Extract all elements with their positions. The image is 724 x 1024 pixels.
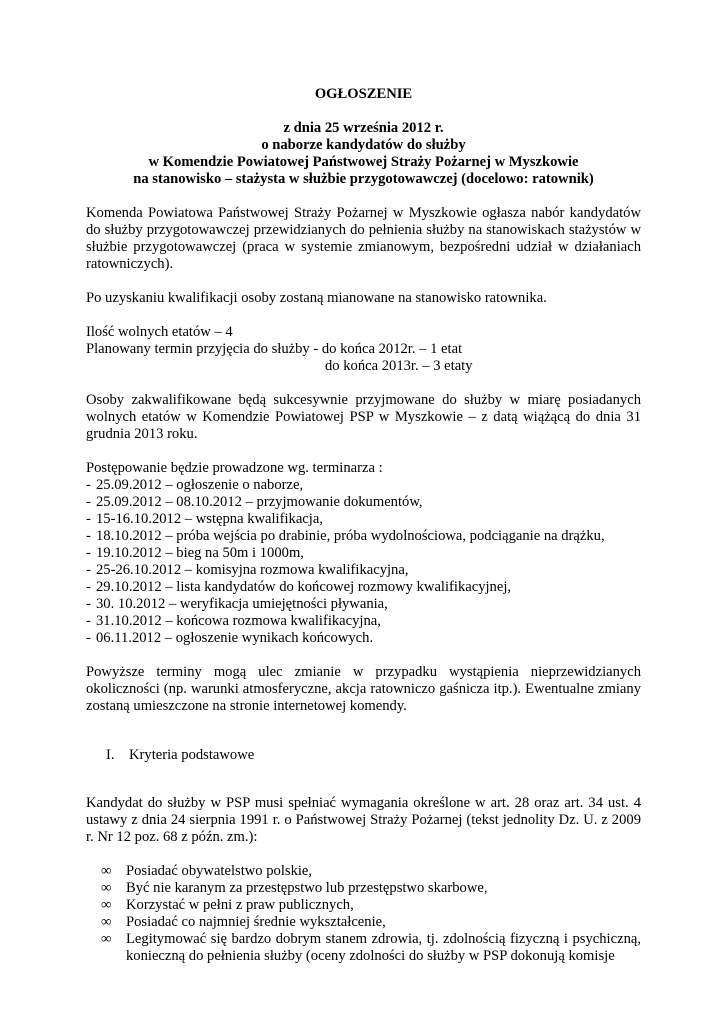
requirements-intro: Kandydat do służby w PSP musi spełniać wymagania określone w art. 28 oraz art. 34 ust. 4 ustawy z dnia 24 sierpnia 1991 r. o Państwowej Straży Pożarnej (tekst jednolity Dz. U. z 2009 r. Nr 12 poz. 68 z późn. zm.): — [86, 795, 641, 846]
infinity-bullet-icon: ∞ — [101, 863, 112, 880]
subtitle-position: na stanowisko – stażysta w służbie przygotowawczej (docelowo: ratownik) — [133, 171, 594, 187]
hiring-note: Osoby zakwalifikowane będą sukcesywnie przyjmowane do służby w miarę posiadanych wolnych etatów w Komendzie Powiatowej PSP w Myszkowie – z datą wiążącą do dnia 31 grudnia 2013 roku. — [86, 392, 641, 442]
list-item: ∞ Być nie karanym za przestępstwo lub przestępstwo skarbowe, — [101, 880, 488, 897]
list-item: - 15-16.10.2012 – wstępna kwalifikacja, — [86, 511, 323, 527]
document-page — [86, 86, 641, 965]
intro-paragraph: Komenda Powiatowa Państwowej Straży Pożarnej w Myszkowie ogłasza nabór kandydatów do służby przygotowawczej przewidzianych do pełnienia służby na stanowiskach stażystów w służbie przygotowawczej (praca w systemie zmianowym, bezpośredni udział w działaniach ratowniczych). — [86, 205, 641, 272]
document-title: OGŁOSZENIE — [314, 86, 413, 102]
list-item: - 25.09.2012 – ogłoszenie o naborze, — [86, 477, 304, 493]
subtitle-date: z dnia 25 września 2012 r. — [283, 120, 444, 136]
list-item: ∞ Korzystać w pełni z praw publicznych, — [101, 897, 354, 914]
subtitle-subject: o naborze kandydatów do służby — [261, 137, 466, 153]
requirements-list — [86, 863, 641, 965]
infinity-bullet-icon: ∞ — [101, 931, 112, 948]
list-item: - 30. 10.2012 – weryfikacja umiejętności pływania, — [86, 596, 388, 612]
list-item: - 25-26.10.2012 – komisyjna rozmowa kwalifikacyjna, — [86, 562, 409, 578]
list-item: - 25.09.2012 – 08.10.2012 – przyjmowanie dokumentów, — [86, 494, 423, 510]
list-item: - 06.11.2012 – ogłoszenie wynikach końcowych. — [86, 630, 374, 646]
section-title: Kryteria podstawowe — [129, 746, 255, 763]
schedule-list — [86, 477, 641, 647]
list-item: - 19.10.2012 – bieg na 50m i 1000m, — [86, 545, 304, 561]
infinity-bullet-icon: ∞ — [101, 897, 112, 914]
infinity-bullet-icon: ∞ — [101, 880, 112, 897]
positions-term-2: do końca 2013r. – 3 etaty — [325, 358, 473, 374]
positions-term-1: Planowany termin przyjęcia do służby - do końca 2012r. – 1 etat — [86, 341, 463, 357]
section-number: I. — [106, 746, 115, 763]
list-item: - 18.10.2012 – próba wejścia po drabinie, próba wydolnościowa, podciąganie na drążku, — [86, 528, 605, 544]
section-heading — [86, 747, 641, 764]
schedule-heading: Postępowanie będzie prowadzone wg. terminarza : — [86, 460, 383, 476]
qualification-note: Po uzyskaniu kwalifikacji osoby zostaną mianowane na stanowisko ratownika. — [86, 290, 547, 306]
change-note: Powyższe terminy mogą ulec zmianie w przypadku wystąpienia nieprzewidzianych okoliczności (np. warunki atmosferyczne, akcja ratowniczo gaśnicza itp.). Ewentualne zmiany zostaną umieszczone na stronie internetowej komendy. — [86, 664, 641, 714]
list-item: ∞ Legitymować się bardzo dobrym stanem zdrowia, tj. zdolnością fizyczną i psychiczną, konieczną do pełnienia służby (oceny zdolności do służby w PSP dokonują komisje — [101, 931, 641, 965]
list-item: - 29.10.2012 – lista kandydatów do końcowej rozmowy kwalifikacyjnej, — [86, 579, 512, 595]
list-item: ∞ Posiadać co najmniej średnie wykształcenie, — [101, 914, 386, 931]
positions-count: Ilość wolnych etatów – 4 — [86, 324, 233, 340]
subtitle-institution: w Komendzie Powiatowej Państwowej Straży Pożarnej w Myszkowie — [148, 154, 579, 170]
list-item: ∞ Posiadać obywatelstwo polskie, — [101, 863, 313, 880]
infinity-bullet-icon: ∞ — [101, 914, 112, 931]
list-item: - 31.10.2012 – końcowa rozmowa kwalifikacyjna, — [86, 613, 381, 629]
